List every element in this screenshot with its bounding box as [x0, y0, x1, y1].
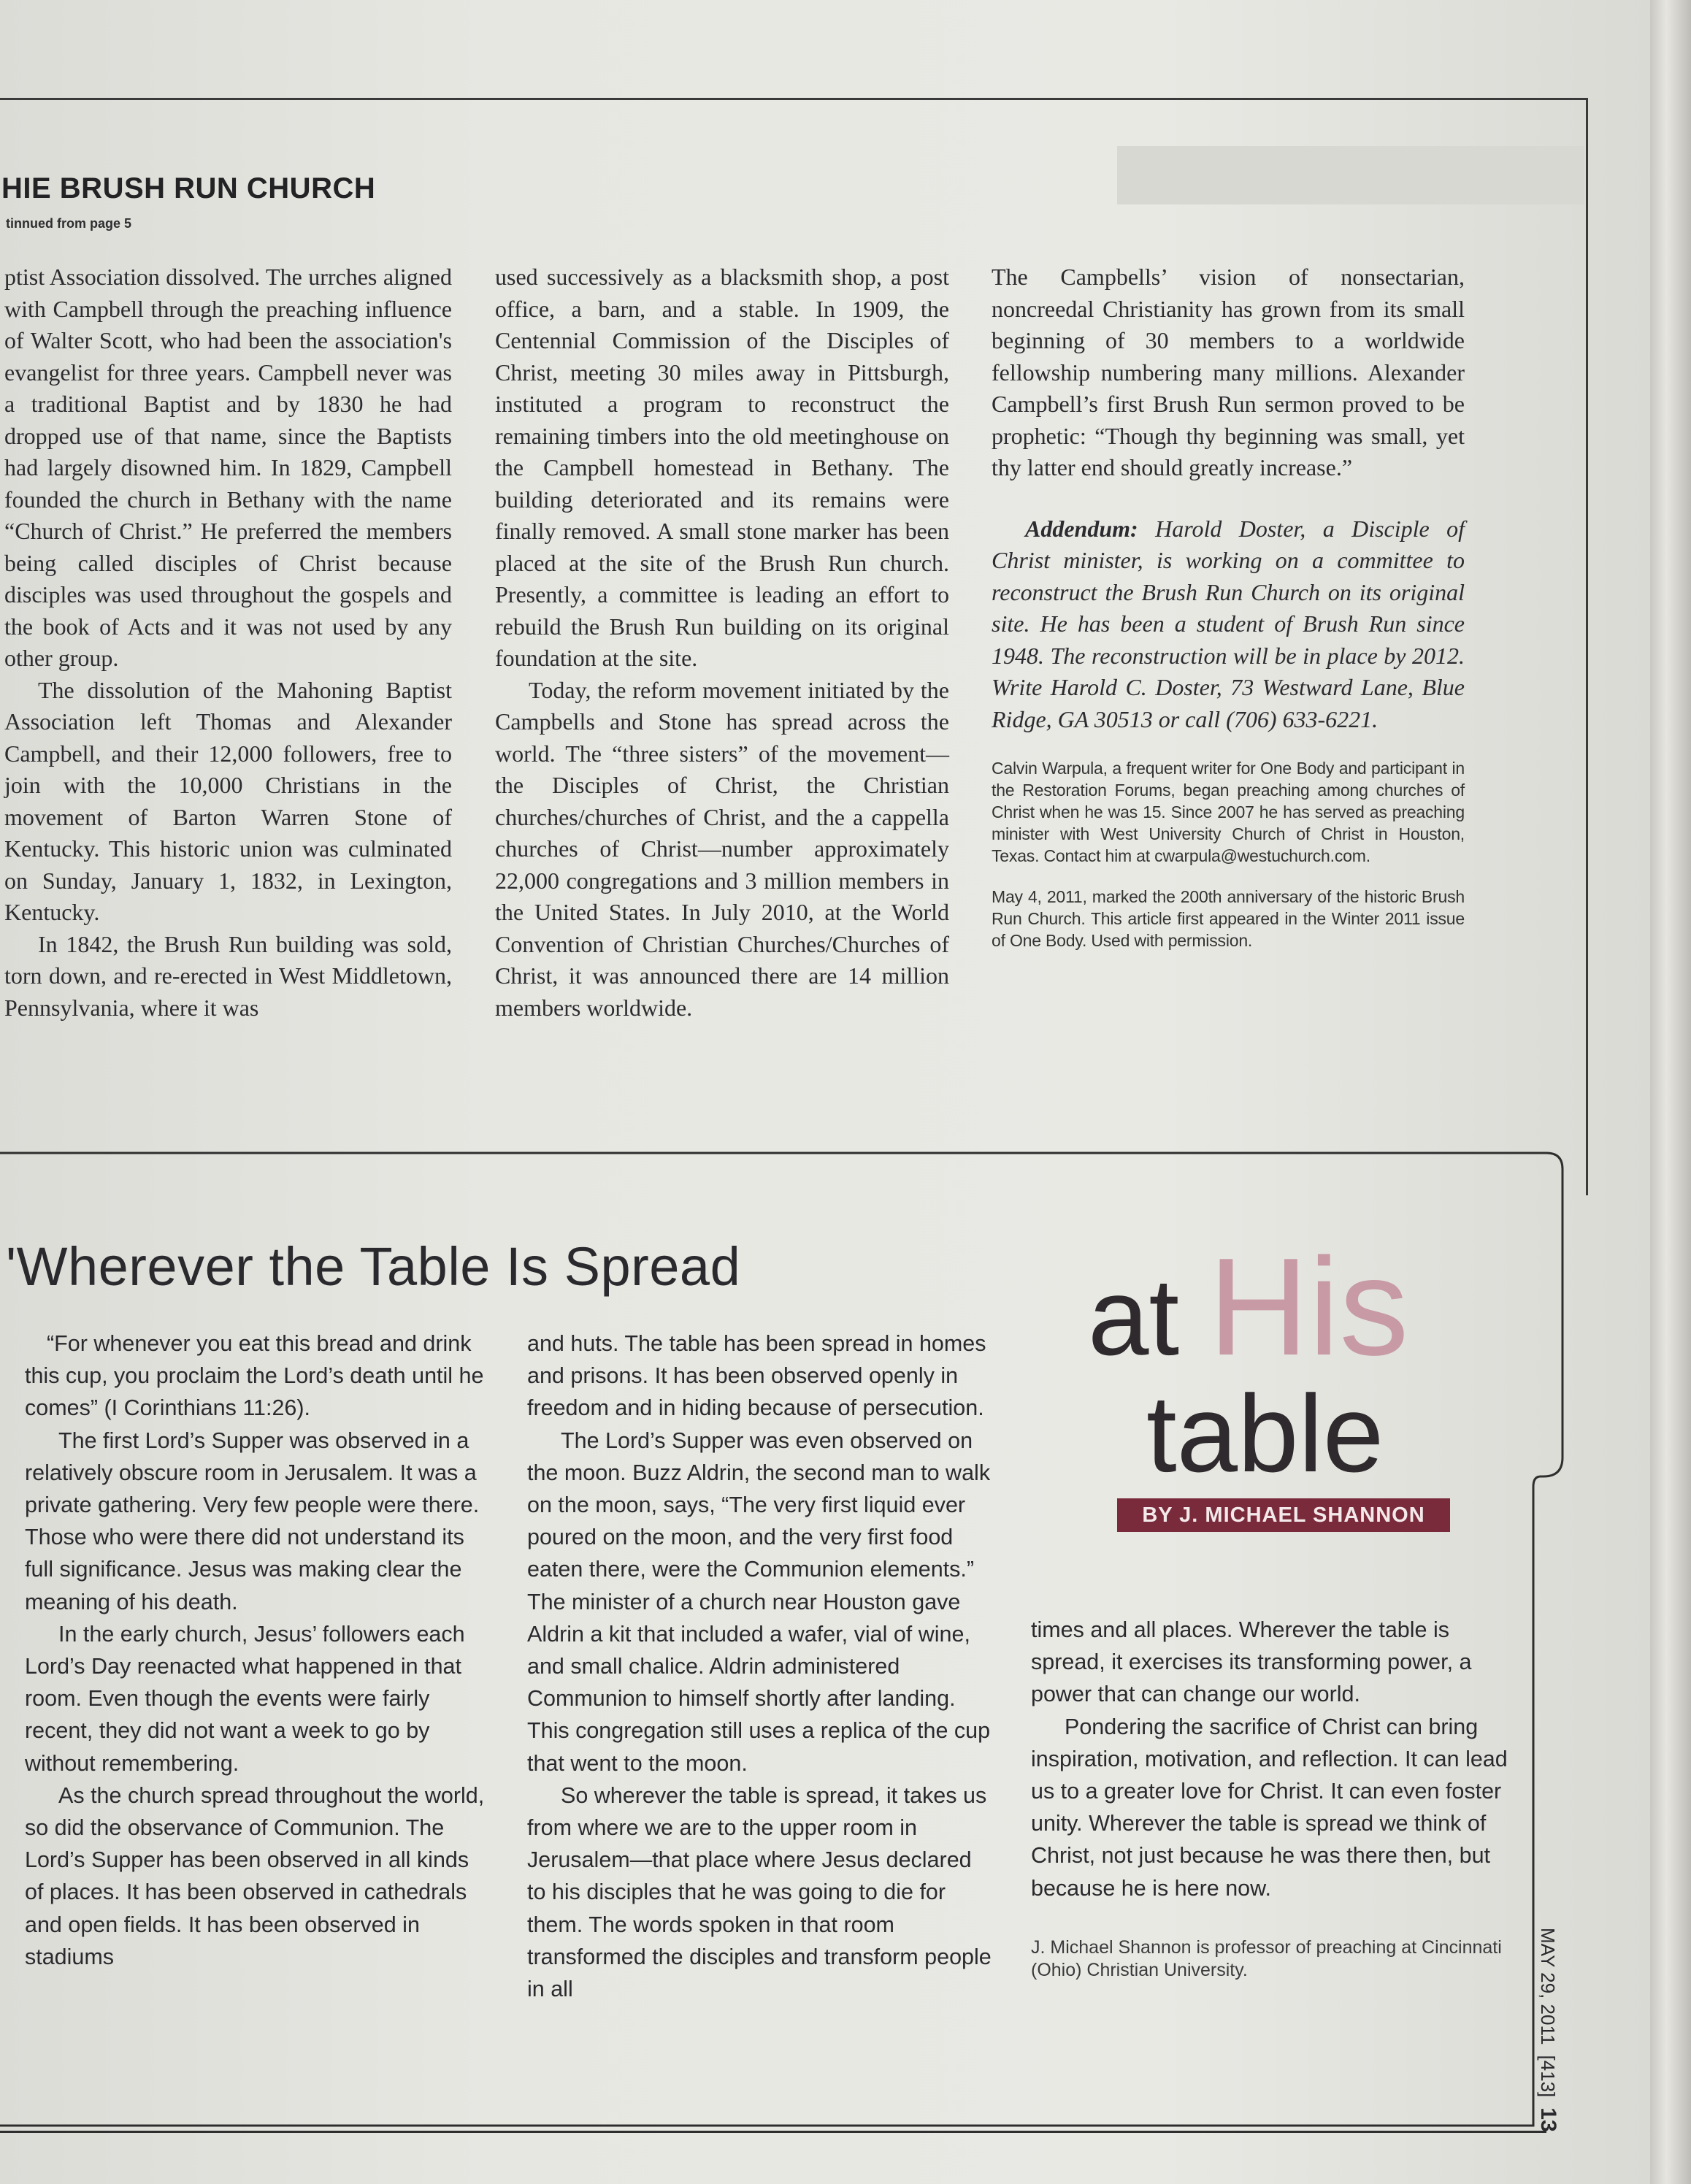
- author-bio: J. Michael Shannon is professor of preaching at Cincinnati (Ohio) Christian University.: [1031, 1936, 1502, 1980]
- paragraph: The Campbells’ vision of nonsectarian, noncreedal Christianity has grown from its small beginning of 30 members to a worldwide fellowship numbering many millions. Alexander Campbell’s first Brush Run sermon proved to be prophetic: “Though thy beginning was small, yet thy latter end should greatly increase.”: [992, 264, 1465, 480]
- folio-date: MAY 29, 2011: [1537, 1928, 1560, 2045]
- paragraph: times and all places. Wherever the table is spread, it exercises its transforming power, a power that can change our world.: [1031, 1617, 1472, 1707]
- page-folio: [1533, 1928, 1562, 2147]
- footer-rule: [0, 2131, 1546, 2133]
- paragraph: So wherever the table is spread, it takes us from where we are to the upper room in Jerusalem—that place where Jesus declared to his disciples that he was going to die for them. The words spoken in that room transformed the disciples and transform people in all: [527, 1782, 992, 2002]
- paragraph: As the church spread throughout the world, so did the observance of Communion. The Lord’s Supper has been observed in all kinds of places. It has been observed in cathedrals and open fields. It has been observed in stadiums: [25, 1782, 485, 1969]
- top-column-1: [4, 261, 452, 1024]
- feature-column-1: [25, 1327, 492, 1973]
- feature-title: 'Wherever the Table Is Spread: [6, 1236, 741, 1297]
- bleed-through-banner: [1117, 146, 1584, 204]
- feature-column-2: [527, 1327, 994, 2005]
- addendum: [992, 513, 1465, 736]
- article-note: May 4, 2011, marked the 200th anniversary of the historic Brush Run Church. This article first appeared in the Winter 2011 issue of One Body. Used with permission.: [992, 887, 1465, 950]
- top-column-3: [992, 261, 1465, 951]
- author-bio: Calvin Warpula, a frequent writer for One Body and participant in the Restoration Forums, began preaching among churches of Christ when he was 15. Since 2007 he has served as preaching minister with West University Church of Christ in Houston, Texas. Contact him at cwarpula@westuchurch.com.: [992, 759, 1465, 865]
- paragraph: used successively as a blacksmith shop, a post office, a barn, and a stable. In 1909, the Centennial Commission of the Disciples of Christ, meeting 30 miles away in Pittsburgh, instituted a program to reconstruct the remaining timbers into the old meetinghouse on the Campbell homestead in Bethany. The building deteriorated and its remains were finally removed. A small stone marker has been placed at the site of the Brush Run church. Presently, a committee is leading an effort to rebuild the Brush Run building on its original foundation at the site.: [495, 264, 949, 671]
- addendum-label: Addendum:: [1025, 515, 1138, 542]
- page-number: 13: [1536, 2107, 1560, 2132]
- logo-word-at: at: [1088, 1255, 1180, 1378]
- paragraph: In 1842, the Brush Run building was sold, torn down, and re-erected in West Middletown, Pennsylvania, where it was: [4, 930, 452, 1021]
- continued-note: tinnued from page 5: [6, 216, 132, 231]
- at-his-table-logo: [1081, 1216, 1460, 1486]
- top-column-2: [495, 261, 949, 1024]
- logo-word-table: table: [1146, 1372, 1384, 1486]
- paragraph: The first Lord’s Supper was observed in a relatively obscure room in Jerusalem. It was a private gathering. Very few people were there. Those who were there did not understand its full significance. Jesus was making clear the meaning of his death.: [25, 1428, 480, 1614]
- paragraph: The dissolution of the Mahoning Baptist Association left Thomas and Alexander Campbell, and their 12,000 followers, free to join with the 10,000 Christians in the movement of Barton Warren Stone of Kentucky. This historic union was culminated on Sunday, January 1, 1832, in Lexington, Kentucky.: [4, 676, 452, 925]
- feature-column-3: [1031, 1614, 1513, 1982]
- page-edge: [1650, 0, 1691, 2184]
- scripture-quote: “For whenever you eat this bread and drink this cup, you proclaim the Lord’s death until he comes” (I Corinthians 11:26).: [25, 1331, 484, 1421]
- paragraph: Pondering the sacrifice of Christ can bring inspiration, motivation, and reflection. It can lead us to a greater love for Christ. It can even foster unity. Wherever the table is spread we think of Christ, not just because he was there then, but because he is here now.: [1031, 1714, 1508, 1901]
- paragraph: ptist Association dissolved. The urrches aligned with Campbell through the preaching influence of Walter Scott, who had been the association's evangelist for three years. Campbell never was a traditional Baptist and by 1830 he had dropped use of that name, since the Baptists had largely disowned him. In 1829, Campbell founded the church in Bethany with the name “Church of Christ.” He preferred the members being called disciples of Christ because disciples was used throughout the gospels and the book of Acts and it was not used by any other group.: [4, 264, 452, 671]
- folio-issue: [413]: [1537, 2055, 1560, 2098]
- logo-word-his: His: [1208, 1230, 1409, 1384]
- byline: BY J. MICHAEL SHANNON: [1117, 1498, 1450, 1532]
- paragraph: Today, the reform movement initiated by the Campbells and Stone has spread across the world. The “three sisters” of the movement—the Disciples of Christ, the Christian churches/churches of Christ, and the a cappella churches of Christ—number approximately 22,000 congregations and 3 million members in the United States. In July 2010, at the World Convention of Christian Churches/Churches of Christ, it was announced there are 14 million members worldwide.: [495, 676, 949, 1021]
- paragraph: and huts. The table has been spread in homes and prisons. It has been observed openly in freedom and in hiding because of persecution.: [527, 1331, 986, 1421]
- paragraph: The Lord’s Supper was even observed on the moon. Buzz Aldrin, the second man to walk on the moon, says, “The very first liquid ever poured on the moon, and the very first food eaten there, were the Communion elements.” The minister of a church near Houston gave Aldrin a kit that included a wafer, vial of wine, and small chalice. Aldrin administered Communion to himself shortly after landing. This congregation still uses a replica of the cup that went to the moon.: [527, 1428, 991, 1776]
- paragraph: In the early church, Jesus’ followers each Lord’s Day reenacted what happened in that room. Even though the events were fairly recent, they did not want a week to go by without remembering.: [25, 1621, 465, 1776]
- article-heading: HIE BRUSH RUN CHURCH: [1, 172, 376, 204]
- addendum-text: Harold Doster, a Disciple of Christ minister, is working on a committee to reconstruct the Brush Run Church on its original site. He has been a student of Brush Run since 1948. The reconstruction will be in place by 2012. Write Harold C. Doster, 73 Westward Lane, Blue Ridge, GA 30513 or call (706) 633-6221.: [992, 515, 1465, 732]
